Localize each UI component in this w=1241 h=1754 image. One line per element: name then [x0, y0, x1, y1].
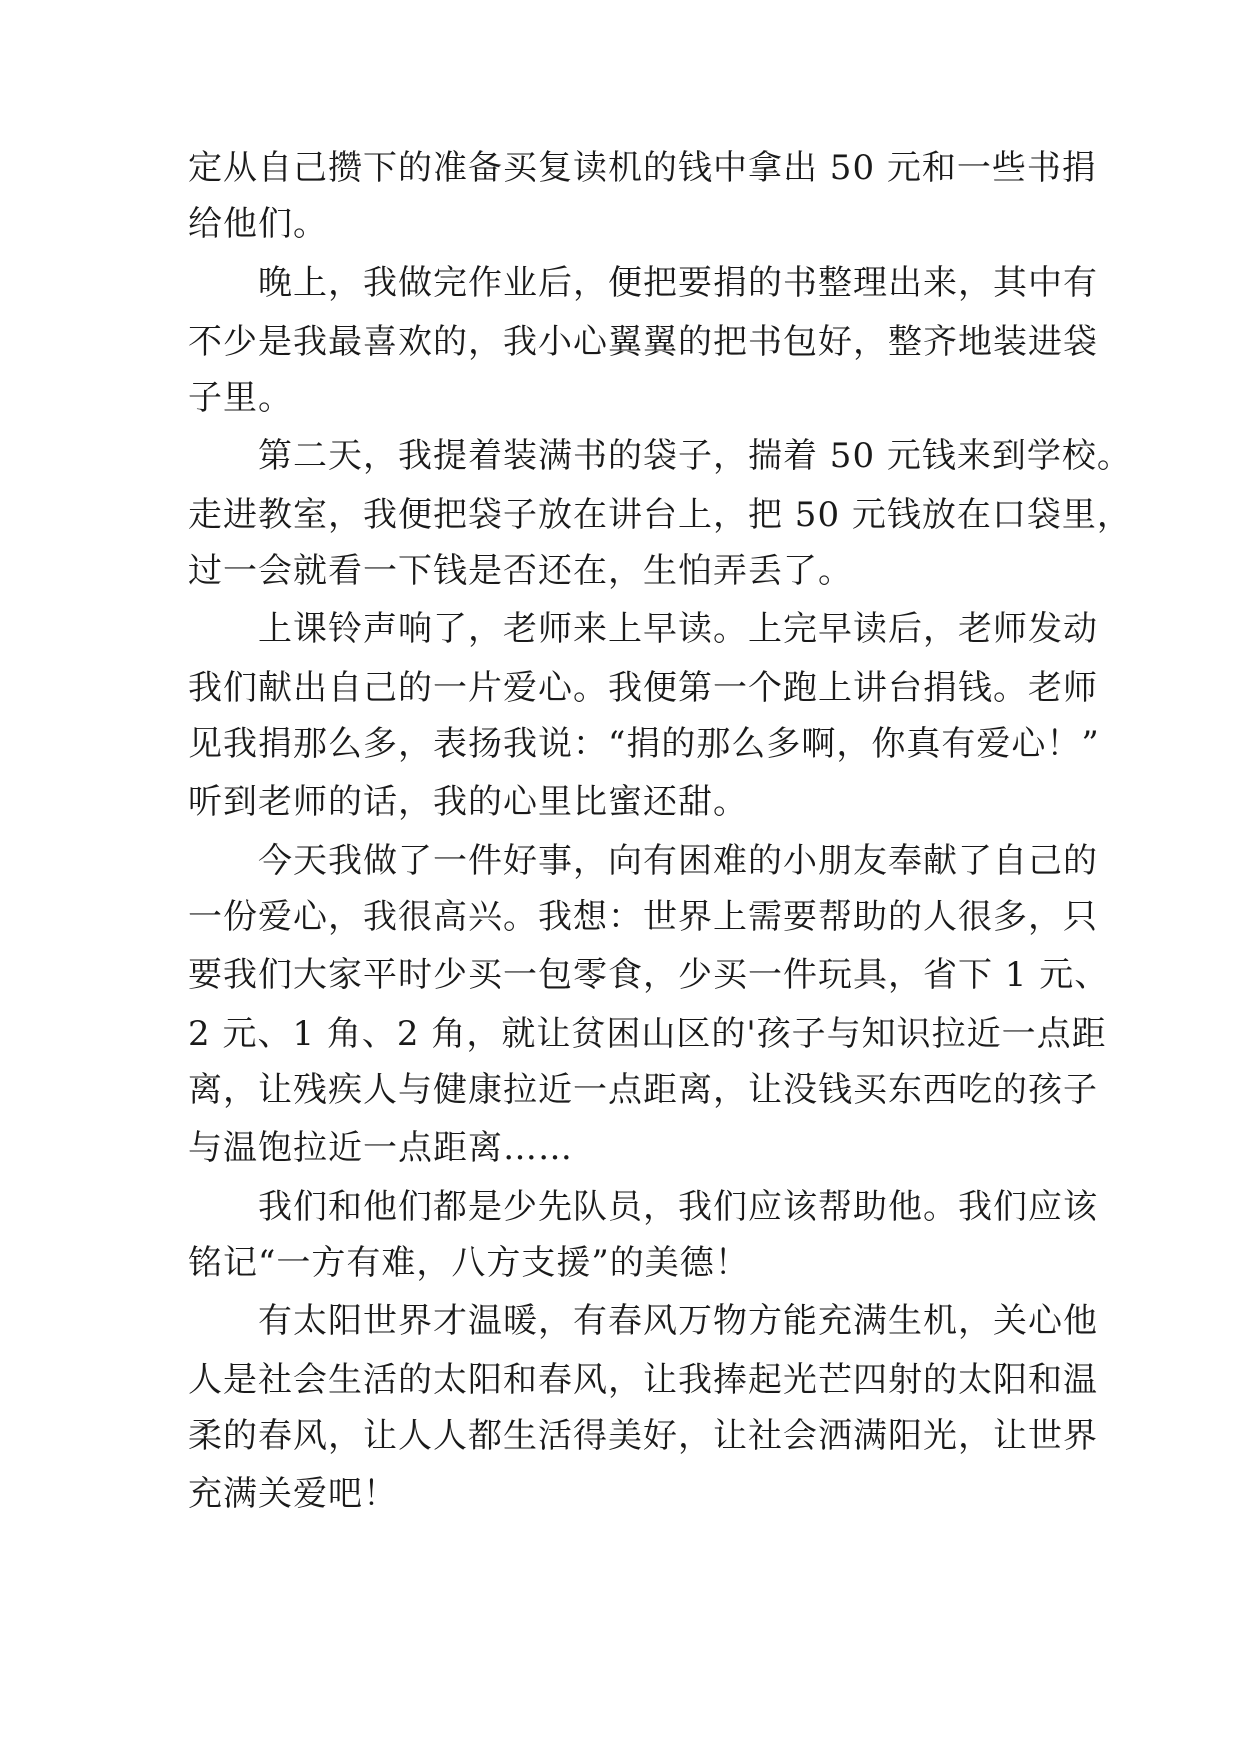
- text-line: 柔的春风，让人人都生活得美好，让社会洒满阳光，让世界: [188, 1416, 1098, 1456]
- text-line: 我们献出自己的一片爱心。我便第一个跑上讲台捐钱。老师: [188, 668, 1098, 708]
- text-line: 与温饱拉近一点距离……: [188, 1128, 573, 1168]
- text-line: 充满关爱吧！: [188, 1474, 398, 1514]
- text-line: 定从自己攒下的准备买复读机的钱中拿出 50 元和一些书捐: [188, 148, 1097, 188]
- text-line: 要我们大家平时少买一包零食，少买一件玩具，省下 1 元、: [188, 955, 1110, 995]
- text-line: 有太阳世界才温暖，有春风万物方能充满生机，关心他: [188, 1301, 1098, 1341]
- text-line: 铭记“一方有难，八方支援”的美德！: [188, 1243, 750, 1283]
- text-line: 晚上，我做完作业后，便把要捐的书整理出来，其中有: [188, 263, 1098, 303]
- text-line: 人是社会生活的太阳和春风，让我捧起光芒四射的太阳和温: [188, 1360, 1098, 1400]
- text-line: 上课铃声响了，老师来上早读。上完早读后，老师发动: [188, 609, 1098, 649]
- text-line: 一份爱心，我很高兴。我想：世界上需要帮助的人很多，只: [188, 897, 1098, 937]
- text-line: 子里。: [188, 378, 293, 418]
- text-line: 离，让残疾人与健康拉近一点距离，让没钱买东西吃的孩子: [188, 1070, 1098, 1110]
- text-line: 给他们。: [188, 204, 328, 244]
- text-line: 2 元、1 角、2 角，就让贫困山区的'孩子与知识拉近一点距: [188, 1014, 1107, 1054]
- text-line: 过一会就看一下钱是否还在，生怕弄丢了。: [188, 551, 853, 591]
- text-line: 听到老师的话，我的心里比蜜还甜。: [188, 782, 748, 822]
- text-line: 见我捐那么多，表扬我说：“捐的那么多啊，你真有爱心！”: [188, 724, 1100, 764]
- text-line: 我们和他们都是少先队员，我们应该帮助他。我们应该: [188, 1187, 1098, 1227]
- text-line: 不少是我最喜欢的，我小心翼翼的把书包好，整齐地装进袋: [188, 322, 1098, 362]
- text-line: 走进教室，我便把袋子放在讲台上，把 50 元钱放在口袋里，: [188, 495, 1132, 535]
- text-line: 今天我做了一件好事，向有困难的小朋友奉献了自己的: [188, 841, 1098, 881]
- text-line: 第二天，我提着装满书的袋子，揣着 50 元钱来到学校。: [188, 436, 1132, 476]
